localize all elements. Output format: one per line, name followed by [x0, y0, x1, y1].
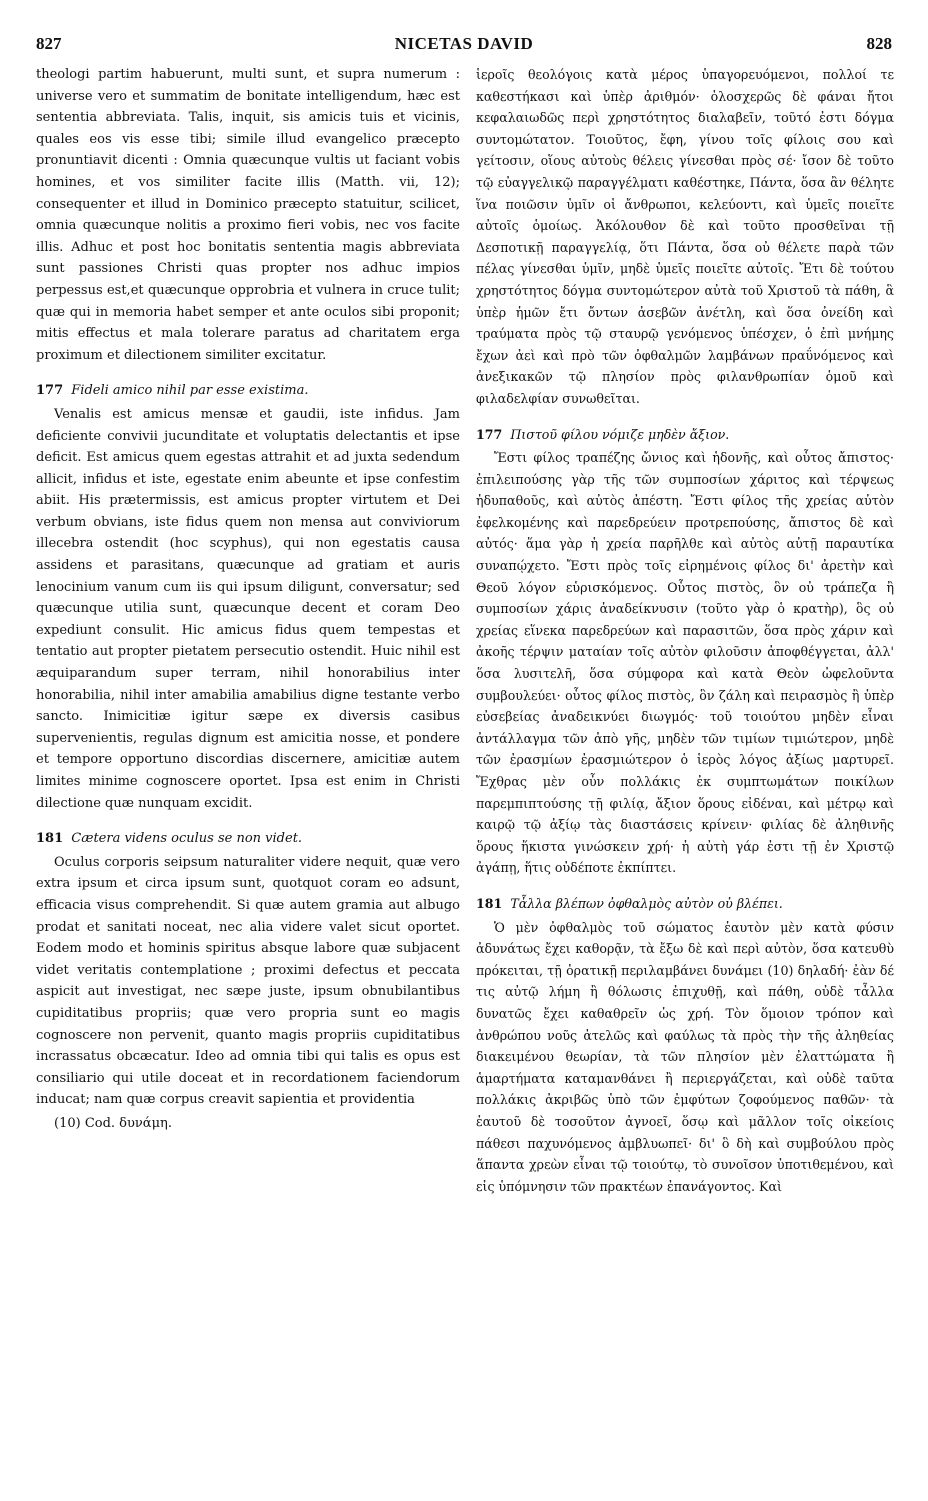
greek-section-177-title: Πιστοῦ φίλου νόμιζε μηδὲν ἄξιον. — [510, 426, 730, 442]
column-number-right: 828 — [866, 34, 892, 53]
greek-paragraph-181: Ὁ μὲν ὀφθαλμὸς τοῦ σώματος ἑαυτὸν μὲν κατὰ φύσιν ἀδυνάτως ἔχει καθορᾷν, τὰ ἔξω δὲ καὶ περὶ αὐτὸν, ὅσα κατευθὺ πρόκειται, τῇ ὁρατικῇ περιλαμβάνει δυνάμει (10) δηλαδή· ἐὰν δέ τις αὐτῷ λήμη ἢ θόλωσις ἐπιχυθῇ, καὶ πάθη, οὐδὲ τἆλλα δυνατῶς ἔχει καθαθρεῖν ὡς χρή. Τὸν ὅμοιον τρόπον καὶ ἀνθρώπου νοῦς ἀτελῶς καὶ φαύλως τὰ πρὸς τὴν τῆς ἀληθείας διακειμένου θεωρίαν, τὰ τῶν πλησίον μὲν ἐλαττώματα ἢ ἁμαρτήματα καταμανθάνει ἢ περιεργάζεται, καὶ οὐδὲ ταῦτα πολλάκις ἀκριβῶς ὑπὸ τῶν ἐμφύτων ζοφούμενος παθῶν· τὰ ἑαυτοῦ δὲ τοσοῦτον ἀγνοεῖ, ὅσῳ καὶ μᾶλλον τοῖς οἰκείοις πάθεσι παχυνόμενος ἀμβλυωπεῖ· δι' ὃ δὴ καὶ συμβούλου πρὸς ἅπαντα χρεὼν εἶναι τῷ τοιούτῳ, τὸ συνοῖσον ὑποτιθεμένου, καὶ εἰς ὑπόμνησιν τῶν πρακτέων ἐπανάγοντος. Καὶ — [476, 919, 894, 1194]
latin-paragraph-177: Venalis est amicus mensæ et gaudii, iste infidus. Jam deficiente convivii jucunditate et voluptatis delectantis et ipse deficit. Est amicus quem egestas attrahit et ad juxta sedendum allicit, infidus et iste, egestate enim abeunte et ipse confestim abiit. His prætermissis, est amicus propter virtutem et Dei verbum obvians, iste fidus quem non mensa aut conviviorum illecebra ostendit (hoc scyphus), qui non egestatis causa assidens et parasitans, quæcunque ad gratiam et auris lenocinium vanum cum iis qui ipsum diligunt, conversatur; sed quæcunque utilia sunt, quæcunque decent et coram Deo expediunt consulit. Hic amicus fidus quem tempestas et tentatio aut propter pietatem persecutio ostendit. Huic nihil est æquiparandum super terram, nihil honorabilius inter honorabilia, nihil inter amabilia amabilius digne testante verbo sancto. Inimicitiæ igitur sæpe ex diversis casibus supervenientis, regulas dignum est amicitia nosse, et pondere et tempore opportuno discordias discernere, amicitiæ autem limites minime cognoscere oportet. Ipsa est enim in Christi dilectione quæ nunquam excidit. — [36, 406, 460, 811]
greek-column — [476, 64, 894, 1197]
greek-section-181-number: 181 — [476, 895, 503, 911]
greek-paragraph-177: Ἔστι φίλος τραπέζης ὤνιος καὶ ἡδονῆς, καὶ οὗτος ἄπιστος· ἐπιλειπούσης γὰρ τῆς τῶν συμποσίων χάριτος καὶ τέρψεως ἡδυπαθοῦς, καὶ αὐτὸς ἀπέστη. Ἔστι φίλος τῆς χρείας αὐτὸν ἐφελκομένης καὶ παρεδρεύειν προτρεπούσης, ἄπιστος δὲ καὶ αὐτός· ἅμα γὰρ ἡ χρεία παρῆλθε καὶ αὐτὸς αὐτῇ παραυτίκα συναπῴχετο. Ἔστι πρὸς τοῖς εἰρημένοις φίλος δι' ἀρετὴν καὶ Θεοῦ λόγον εὑρισκόμενος. Οὗτος πιστὸς, ὃν οὐ τράπεζα ἢ συμποσίων χάρις ἀναδείκνυσιν (τοῦτο γὰρ ὁ κρατὴρ), ὃς οὐ χρείας εἵνεκα παρεδρεύων καὶ παρασιτῶν, ὅσα πρὸς χάριν καὶ ἀκοῆς τέρψιν ματαίαν τοῖς αὐτὸν φιλοῦσιν ἀποφθέγγεται, ἀλλ' ὅσα λυσιτελῆ, ὅσα σύμφορα καὶ κατὰ Θεὸν ὠφελοῦντα συμβουλεύει· οὗτος φίλος πιστὸς, ὃν ζάλη καὶ πειρασμὸς ἢ ὑπὲρ εὐσεβείας ἀναδεικνύει διωγμός· τοῦ τοιούτου μηδὲν εἶναι ἀντάλλαγμα τῶν ἀπὸ γῆς, μηδὲν τῶν τιμίων τιμιώτερον, μηδὲ τῶν ἐρασμίων ἐρασμιώτερον ὁ ἱερὸς λόγος ἀξίως μαρτυρεῖ. Ἔχθρας μὲν οὖν πολλάκις ἐκ συμπτωμάτων ποικίλων παρεμπιπτούσης τῇ φιλίᾳ, ἄξιον ὅρους εἰδέναι, καὶ μέτρῳ καὶ καιρῷ τῷ ἀξίῳ τὰς διαστάσεις κρίνειν· φιλίας δὲ ἀληθινῆς ὅρους ἥκιστα γινώσκειν χρή· ἡ αὐτὴ γάρ ἐστι τῇ ἐν Χριστῷ ἀγάπῃ, ἥτις οὐδέποτε ἐκπίπτει. — [476, 450, 894, 876]
greek-section-177-number: 177 — [476, 426, 503, 442]
greek-section-181-heading — [476, 893, 894, 915]
latin-column — [36, 64, 460, 1135]
latin-section-177-number: 177 — [36, 383, 64, 399]
latin-section-177-title: Fideli amico nihil par esse existima. — [71, 383, 309, 399]
latin-section-181-heading — [36, 828, 460, 850]
latin-paragraph-181: Oculus corporis seipsum naturaliter videre nequit, quæ vero extra ipsum et circa ipsum sunt, quotquot coram eo adsunt, efficacia visus comprehendit. Si quæ autem gramia aut albugo prodat et sanitati noceat, nec alia videre valet sicut oportet. Eodem modo et hominis spiritus absque labore quæ subjacent videt veritatis contemplatione ; proximi defectus et peccata aspicit aut investigat, nec sæpe juste, ipsum obnubilantibus cupiditatibus propriis; quæ vero propria sunt eo magis cognoscere non pervenit, quanto magis propriis cupiditatibus incrassatus obcæcatur. Ideo ad omnia tibi qui talis es opus est consiliario qui utile doceat et in recordationem faciendorum inducat; nam quæ corpus creavit sapientia et providentia — [36, 854, 460, 1108]
latin-section-181-number: 181 — [36, 831, 64, 847]
latin-paragraph-1: theologi partim habuerunt, multi sunt, et supra numerum : universe vero et summatim de bonitate intelligendum, hæc est sententia abbreviata. Talis, inquit, sis amicis tuis et vicinis, quales eos vis esse tibi; simile illud evangelico præcepto pronuntiavit dicenti : Omnia quæcunque vultis ut faciant vobis homines, et vos similiter facite illis (Matth. vii, 12); consequenter et illud in Dominico præcepto statuitur, scilicet, omnia quæcunque nolitis a proximo fieri vobis, nec vos facite illis. Adhuc et post hoc bonitatis sententia magis abbreviata sunt passiones Christi quas propter nos adhuc impios perpessus est,et quæcunque opprobria et vulnera in cruce tulit; quæ qui in memoria habet semper et ante oculos sibi proponit; mitis effectus et mala tolerare paratus ad charitatem erga proximum et dilectionem similiter excitatur. — [36, 67, 460, 363]
latin-section-181-title: Cætera videns oculus se non videt. — [71, 831, 303, 847]
greek-section-177-heading — [476, 424, 894, 446]
greek-paragraph-1: ἱεροῖς θεολόγοις κατὰ μέρος ὑπαγορευόμενοι, πολλοί τε καθεστήκασι καὶ ὑπὲρ ἀριθμόν· ὁλοσχερῶς δὲ φάναι ἤτοι κεφαλαιωδῶς περὶ χρηστότητος διαλαβεῖν, τοῦτό ἐστι δόγμα συντομώτατον. Τοιοῦτος, ἔφη, γίνου τοῖς φίλοις σου καὶ γείτοσιν, οἵους αὐτοὺς θέλεις γίνεσθαι πρὸς σέ· ἴσον δὲ τοῦτο τῷ εὐαγγελικῷ παραγγέλματι καθέστηκε, Πάντα, ὅσα ἂν θέλητε ἵνα ποιῶσιν ὑμῖν οἱ ἄνθρωποι, κελεύοντι, καὶ ὑμεῖς ποιεῖτε αὐτοῖς ὁμοίως. Ἀκόλουθον δὲ καὶ τοῦτο προσθεῖναι τῇ Δεσποτικῇ παραγγελίᾳ, ὅτι Πάντα, ὅσα οὐ θέλετε παρὰ τῶν πέλας γίνεσθαι ὑμῖν, μηδὲ ὑμεῖς ποιεῖτε αὐτοῖς. Ἔτι δὲ τούτου χρηστότητος δόγμα συντομώτερον αὐτὰ τοῦ Χριστοῦ τὰ πάθη, ἃ ὑπὲρ ἡμῶν ἔτι ὄντων ἀσεβῶν ἀνέτλη, καὶ ὅσα ὀνείδη καὶ τραύματα πρὸς τῷ σταυρῷ γενόμενος ὑπέσχεν, ὁ ἐπὶ μνήμης ἔχων ἀεὶ καὶ πρὸ τῶν ὀφθαλμῶν λαμβάνων πραΰνόμενος καὶ ἀνεξικακῶν τῷ πλησίον πρὸς φιλανθρωπίαν ὁμοῦ καὶ φιλαδελφίαν συνωθεῖται. — [476, 67, 894, 406]
column-number-left: 827 — [36, 34, 62, 53]
running-title: NICETAS DAVID — [394, 34, 534, 53]
footnote-10: (10) Cod. δυνάμη. — [54, 1115, 172, 1131]
latin-section-177-heading — [36, 380, 460, 402]
greek-section-181-title: Τἆλλα βλέπων ὀφθαλμὸς αὐτὸν οὐ βλέπει. — [510, 895, 783, 911]
running-header — [36, 34, 892, 60]
